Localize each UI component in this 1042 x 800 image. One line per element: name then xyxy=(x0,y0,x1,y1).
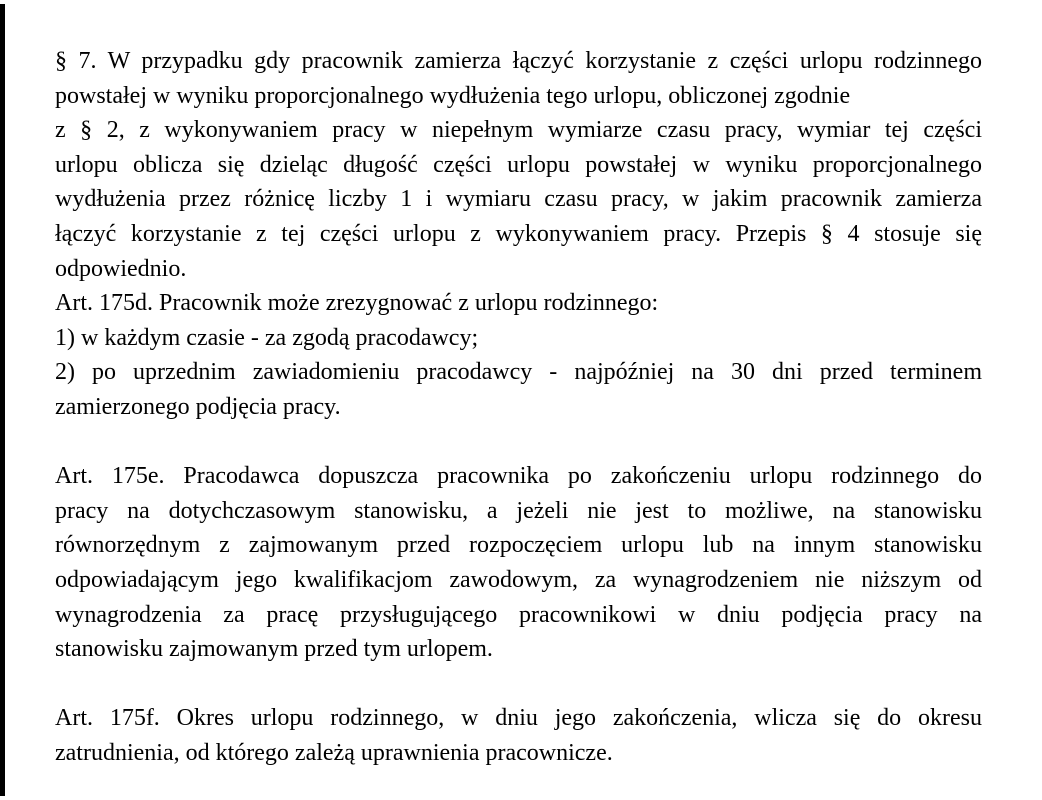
text-line: odpowiednio. xyxy=(55,255,187,282)
left-edge-line xyxy=(0,4,5,796)
text-line: z § 2, z wykonywaniem pracy w niepełnym wymiarze czasu pracy, wymiar tej części xyxy=(55,117,982,144)
text-line: wydłużenia przez różnicę liczby 1 i wymiaru czasu pracy, w jakim pracownik zamierza xyxy=(55,186,982,213)
text-line: zamierzonego podjęcia pracy. xyxy=(55,393,341,420)
text-line-art-175e: Art. 175e. Pracodawca dopuszcza pracownika po zakończeniu urlopu rodzinnego do xyxy=(55,463,982,490)
text-line: wynagrodzenia za pracę przysługującego pracownikowi w dniu podjęcia pracy na xyxy=(55,601,982,628)
text-line-item-2: 2) po uprzednim zawiadomieniu pracodawcy - najpóźniej na 30 dni przed terminem xyxy=(55,359,982,386)
text-line-art-175d: Art. 175d. Pracownik może zrezygnować z urlopu rodzinnego: xyxy=(55,290,659,317)
text-line-paragraph7: § 7. W przypadku gdy pracownik zamierza łączyć korzystanie z części urlopu rodzinnego xyxy=(55,48,982,74)
blank-line xyxy=(55,425,982,460)
text-line: łączyć korzystanie z tej części urlopu z wykonywaniem pracy. Przepis § 4 stosuje się xyxy=(55,220,982,247)
blank-line xyxy=(55,667,982,702)
text-line: równorzędnym z zajmowanym przed rozpoczęciem urlopu lub na innym stanowisku xyxy=(55,532,982,559)
text-line-item-1: 1) w każdym czasie - za zgodą pracodawcy; xyxy=(55,324,479,351)
text-line: zatrudnienia, od którego zależą uprawnienia pracownicze. xyxy=(55,739,613,766)
text-line: powstałej w wyniku proporcjonalnego wydłużenia tego urlopu, obliczonej zgodnie xyxy=(55,82,851,109)
text-line: stanowisku zajmowanym przed tym urlopem. xyxy=(55,636,493,663)
text-line: pracy na dotychczasowym stanowisku, a jeżeli nie jest to możliwe, na stanowisku xyxy=(55,497,982,524)
text-line: urlopu oblicza się dzieląc długość części urlopu powstałej w wyniku proporcjonalnego xyxy=(55,151,982,178)
text-line-art-175f: Art. 175f. Okres urlopu rodzinnego, w dniu jego zakończenia, wlicza się do okresu xyxy=(55,705,982,732)
legal-text-block xyxy=(55,44,982,770)
text-line: odpowiadającym jego kwalifikacjom zawodowym, za wynagrodzeniem nie niższym od xyxy=(55,566,982,593)
